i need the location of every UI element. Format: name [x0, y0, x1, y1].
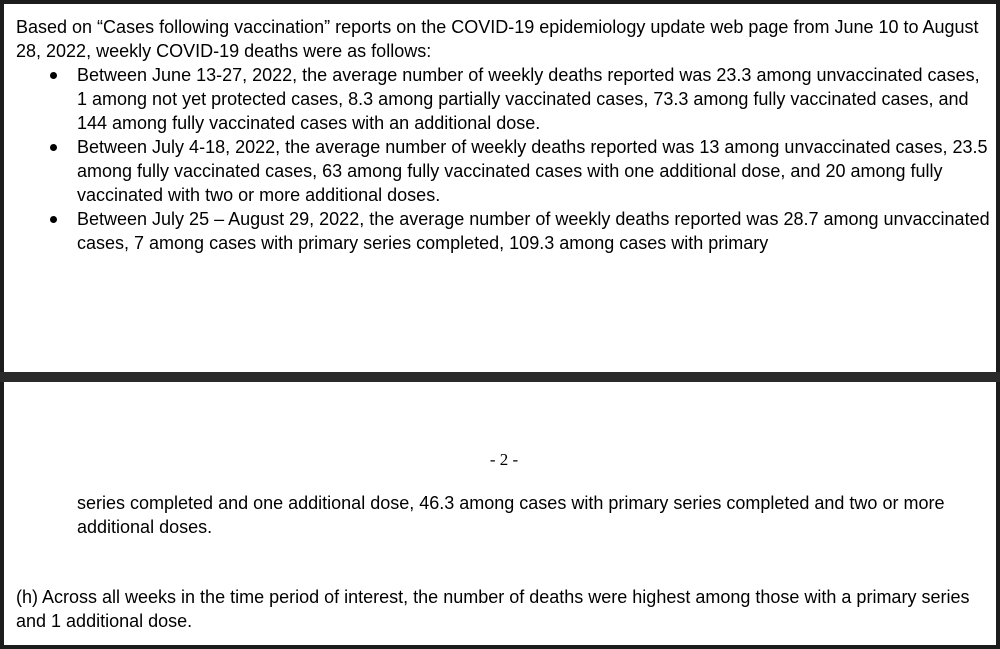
bullet-icon: [50, 144, 57, 151]
page-number: - 2 -: [489, 450, 519, 469]
bullet-item-july-august: [16, 207, 991, 255]
bullet-text: Between July 25 – August 29, 2022, the average number of weekly deaths reported was 28.7 among unvaccinated cases, 7 among cases with primary series completed, 109.3 among cases with primary: [77, 209, 990, 253]
bullet-item-june: [16, 63, 991, 135]
answer-paragraph: (h) Across all weeks in the time period of interest, the number of deaths were highest among those with a primary series and 1 additional dose.: [16, 587, 970, 631]
intro-paragraph: Based on “Cases following vaccination” reports on the COVID-19 epidemiology update web page from June 10 to August 28, 2022, weekly COVID-19 deaths were as follows:: [16, 17, 979, 61]
bullet-icon: [50, 216, 57, 223]
bullet-text: Between June 13-27, 2022, the average number of weekly deaths reported was 23.3 among unvaccinated cases, 1 among not yet protected cases, 8.3 among partially vaccinated cases, 73.3 among fully vaccinated cases, and 144 among fully vaccinated cases with an additional dose.: [77, 65, 980, 133]
deaths-bullet-list: [16, 63, 991, 255]
page-2: [0, 382, 1000, 649]
bullet-item-july: [16, 135, 991, 207]
bullet-icon: [50, 72, 57, 79]
bullet-continuation: series completed and one additional dose, 46.3 among cases with primary series completed and two or more additional doses.: [77, 493, 945, 537]
bullet-text: Between July 4-18, 2022, the average number of weekly deaths reported was 13 among unvaccinated cases, 23.5 among fully vaccinated cases, 63 among fully vaccinated cases with one additional dose, and 20 among fully vaccinated with two or more additional doses.: [77, 137, 988, 205]
